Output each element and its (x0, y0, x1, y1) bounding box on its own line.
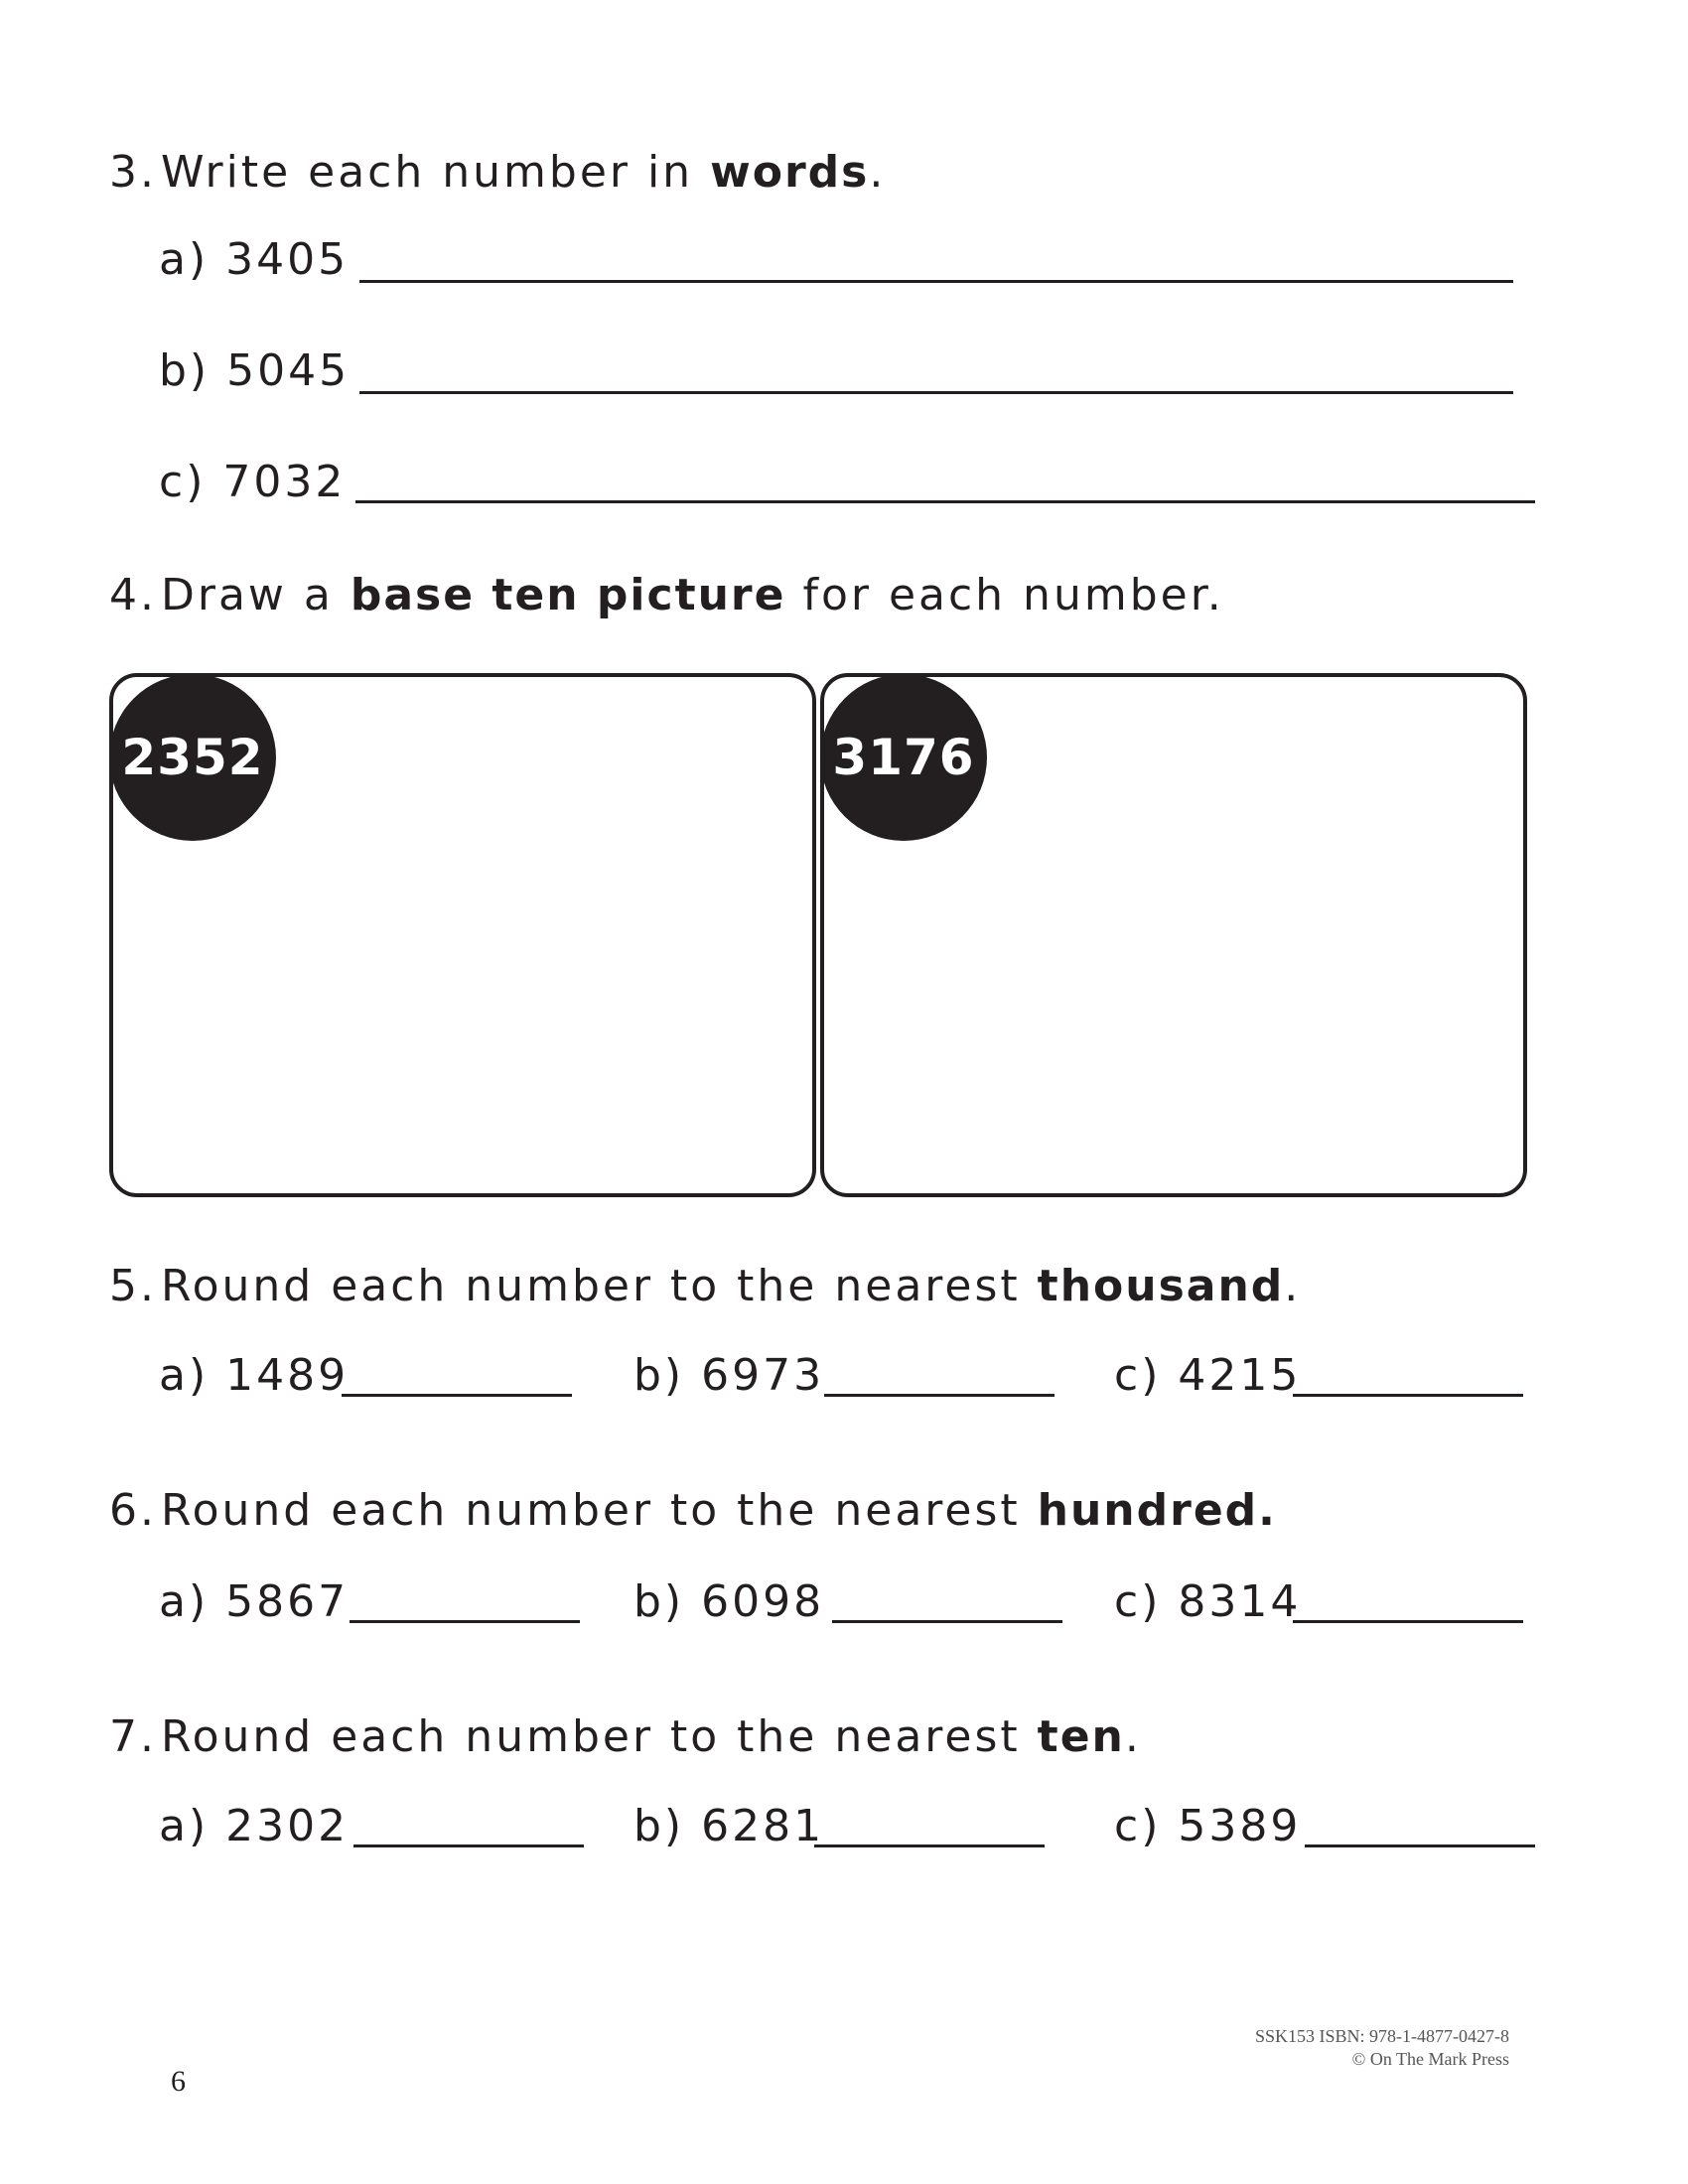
answer-line[interactable] (359, 391, 1513, 394)
question-5-heading (109, 1261, 1302, 1311)
question-number: 3. (109, 147, 157, 198)
answer-line[interactable] (353, 1844, 584, 1847)
question-emphasis: ten (1037, 1711, 1125, 1762)
isbn-code: SSK153 ISBN: 978-1-4877-0427-8 (1254, 2026, 1509, 2046)
number-badge (109, 674, 276, 841)
item-label: a) 3405 (159, 234, 350, 285)
item-label: b) 5045 (159, 345, 351, 396)
answer-line[interactable] (1293, 1620, 1523, 1623)
question-emphasis: thousand (1037, 1261, 1285, 1311)
question-emphasis: words (710, 147, 870, 198)
answer-line[interactable] (1293, 1394, 1523, 1397)
q6-item-a: a) 5867 (159, 1576, 350, 1627)
q5-item-b: b) 6973 (633, 1350, 825, 1401)
item-label: c) 7032 (159, 457, 347, 507)
question-emphasis: base ten picture (350, 570, 786, 620)
question-number: 6. (109, 1485, 157, 1536)
question-6-heading (109, 1485, 1277, 1536)
q7-item-a: a) 2302 (159, 1801, 350, 1851)
question-text: Round each number to the nearest (161, 1261, 1038, 1311)
q3-item-a (159, 234, 350, 285)
q3-item-c (159, 457, 347, 507)
q7-item-b: b) 6281 (633, 1801, 825, 1851)
answer-line[interactable] (1305, 1844, 1535, 1847)
badge-number: 3176 (832, 729, 975, 786)
answer-line[interactable] (832, 1620, 1062, 1623)
number-badge (820, 674, 987, 841)
question-number: 5. (109, 1261, 157, 1311)
q5-item-c: c) 4215 (1114, 1350, 1302, 1401)
answer-line[interactable] (824, 1394, 1055, 1397)
question-text: Draw a (161, 570, 351, 620)
answer-line[interactable] (814, 1844, 1045, 1847)
answer-line[interactable] (359, 280, 1513, 283)
publication-footer (1255, 2025, 1509, 2070)
question-number: 4. (109, 570, 157, 620)
question-text: Round each number to the nearest (161, 1485, 1038, 1536)
q3-item-b (159, 345, 351, 396)
question-7-heading (109, 1711, 1142, 1762)
question-punctuation: . (1124, 1711, 1142, 1762)
q6-item-c: c) 8314 (1114, 1576, 1302, 1627)
page-number: 6 (171, 2065, 186, 2098)
question-text: Write each number in (161, 147, 711, 198)
question-3-heading (109, 147, 887, 198)
question-number: 7. (109, 1711, 157, 1762)
answer-line[interactable] (355, 500, 1535, 503)
question-text-end: for each number. (785, 570, 1224, 620)
answer-line[interactable] (350, 1620, 580, 1623)
q7-item-c: c) 5389 (1114, 1801, 1302, 1851)
question-text: Round each number to the nearest (161, 1711, 1038, 1762)
question-punctuation: . (869, 147, 887, 198)
q6-item-b: b) 6098 (633, 1576, 825, 1627)
question-emphasis: hundred. (1037, 1485, 1277, 1536)
copyright-notice: © On The Mark Press (1351, 2048, 1509, 2069)
badge-number: 2352 (121, 729, 264, 786)
q5-item-a: a) 1489 (159, 1350, 350, 1401)
question-4-heading (109, 570, 1224, 620)
question-punctuation: . (1284, 1261, 1302, 1311)
answer-line[interactable] (342, 1394, 572, 1397)
